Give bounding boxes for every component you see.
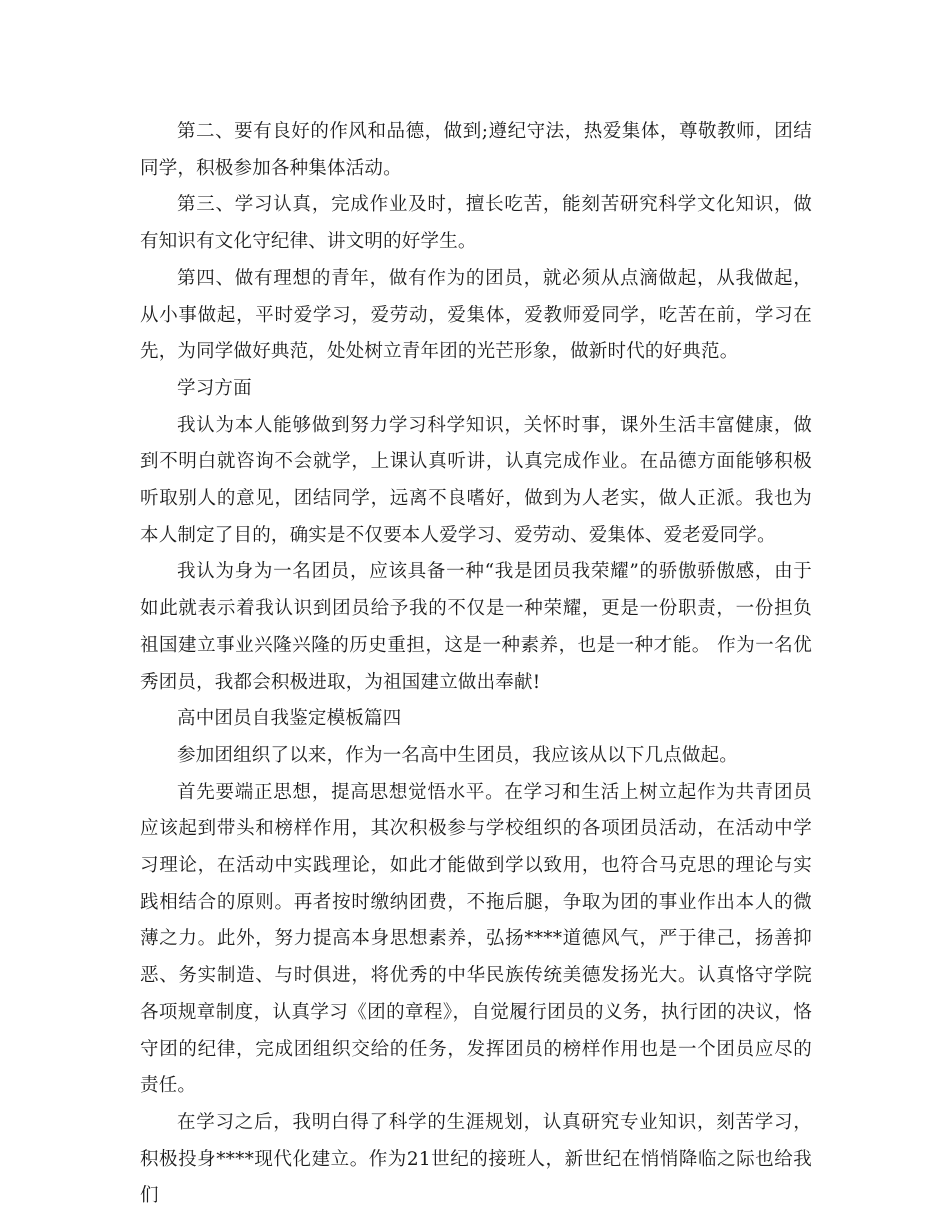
- paragraph-intro-template-four: 参加团组织了以来，作为一名高中生团员，我应该从以下几点做起。: [177, 744, 739, 766]
- section-heading-study: 学习方面: [177, 377, 252, 399]
- paragraph-career-planning: 在学习之后，我明白得了科学的生涯规划，认真研究专业知识，刻苦学习，积极投身****现代化建立。作为21世纪的接班人，新世纪在悄悄降临之际也给我们: [140, 1111, 812, 1207]
- document-body: [140, 114, 812, 1215]
- section-heading-template-four: 高中团员自我鉴定模板篇四: [177, 708, 402, 730]
- paragraph-ideology: 首先要端正思想，提高思想觉悟水平。在学习和生活上树立起作为共青团员应该起到带头和榜样作用，其次积极参与学校组织的各项团员活动，在活动中学习理论，在活动中实践理论，如此才能做到学以致用，也符合马克思的理论与实践相结合的原则。再者按时缴纳团费，不拖后腿，争取为团的事业作出本人的微薄之力。此外，努力提高本身思想素养，弘扬****道德风气，严于律己，扬善抑恶、务实制造、与时俱进，将优秀的中华民族传统美德发扬光大。认真恪守学院各项规章制度，认真学习《团的章程》，自觉履行团员的义务，执行团的决议，恪守团的纪律，完成团组织交给的任务，发挥团员的榜样作用也是一个团员应尽的责任。: [140, 781, 812, 1097]
- paragraph-third-point: 第三、学习认真，完成作业及时，擅长吃苦，能刻苦研究科学文化知识，做有知识有文化守纪律、讲文明的好学生。: [140, 194, 812, 253]
- paragraph-study-self-assessment: 我认为本人能够做到努力学习科学知识，关怀时事，课外生活丰富健康，做到不明白就咨询不会就学，上课认真听讲，认真完成作业。在品德方面能够积极听取别人的意见，团结同学，远离不良嗜好，做到为人老实，做人正派。我也为本人制定了目的，确实是不仅要本人爱学习、爱劳动、爱集体、爱老爱同学。: [140, 414, 812, 546]
- paragraph-member-pride: 我认为身为一名团员，应该具备一种“我是团员我荣耀”的骄傲骄傲感，由于如此就表示着我认识到团员给予我的不仅是一种荣耀，更是一份职责，一份担负祖国建立事业兴隆兴隆的历史重担，这是一种素养，也是一种才能。 作为一名优秀团员，我都会积极进取，为祖国建立做出奉献!: [140, 561, 812, 693]
- paragraph-second-point: 第二、要有良好的作风和品德，做到;遵纪守法，热爱集体，尊敬教师，团结同学，积极参加各种集体活动。: [140, 121, 812, 179]
- paragraph-fourth-point: 第四、做有理想的青年，做有作为的团员，就必须从点滴做起，从我做起，从小事做起，平时爱学习，爱劳动，爱集体，爱教师爱同学，吃苦在前，学习在先，为同学做好典范，处处树立青年团的光芒形象，做新时代的好典范。: [140, 267, 812, 363]
